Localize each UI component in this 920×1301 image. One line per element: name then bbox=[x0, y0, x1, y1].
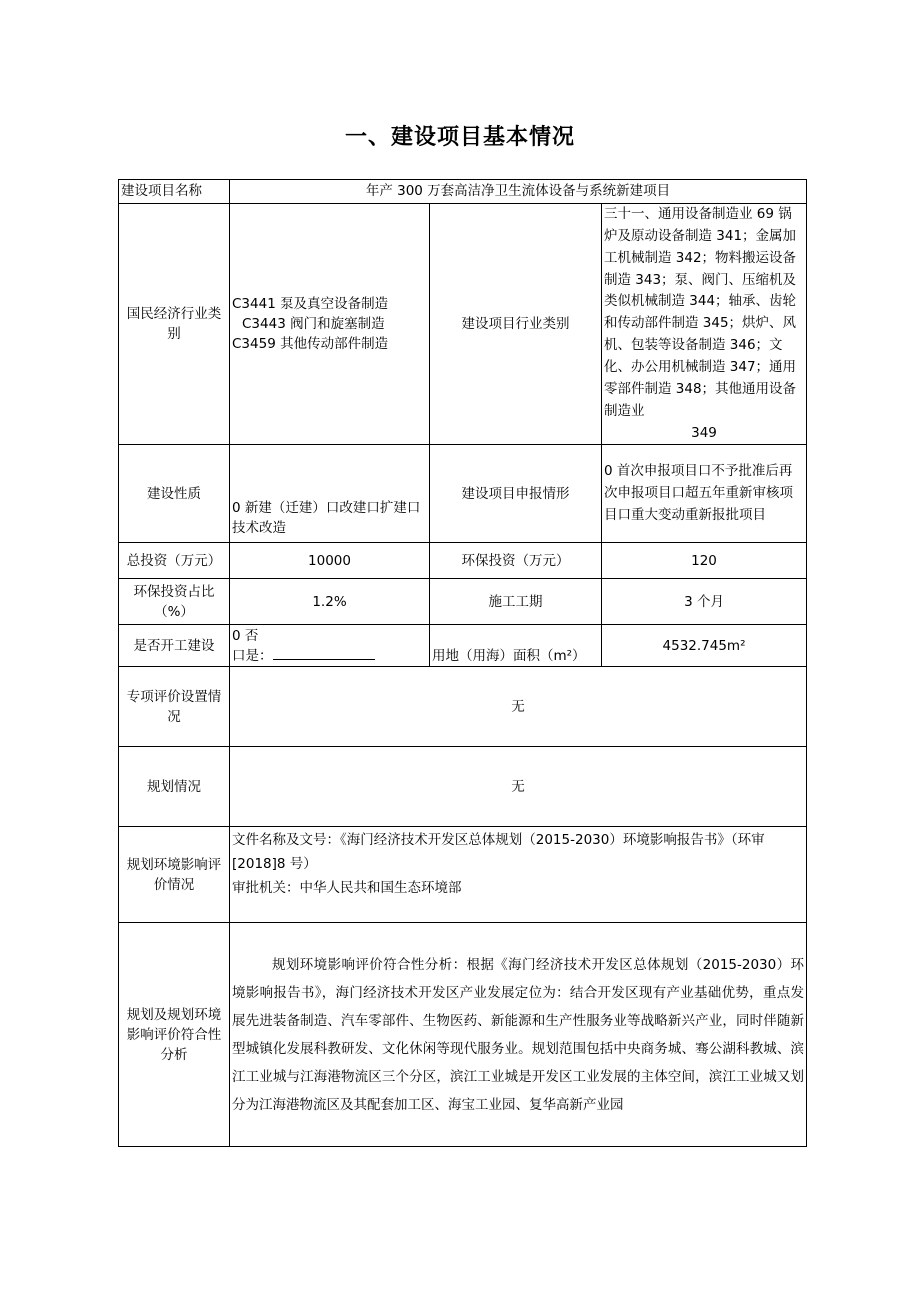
env-investment-label: 环保投资（万元） bbox=[430, 543, 602, 579]
industry-code-2: C3443 阀门和旋塞制造 bbox=[242, 316, 385, 333]
industry-category-label: 建设项目行业类别 bbox=[430, 204, 602, 445]
row-planning bbox=[119, 747, 807, 827]
special-eval-value: 无 bbox=[230, 667, 807, 747]
project-name-label: 建设项目名称 bbox=[119, 180, 230, 204]
row-plan-eia bbox=[119, 827, 807, 923]
declare-value: 0 首次申报项目口不予批准后再次申报项目口超五年重新审核项目口重大变动重新报批项目 bbox=[602, 445, 807, 543]
period-value: 3 个月 bbox=[602, 579, 807, 625]
industry-label: 国民经济行业类别 bbox=[119, 204, 230, 445]
industry-category-last: 349 bbox=[691, 424, 717, 441]
area-label: 用地（用海）面积（m²） bbox=[430, 625, 602, 667]
plan-eia-doc: 文件名称及文号：《海门经济技术开发区总体规划（2015-2030）环境影响报告书》（环审[2018]8 号） bbox=[232, 832, 765, 873]
industry-category-value bbox=[602, 204, 807, 445]
plan-eia-label: 规划环境影响评价情况 bbox=[119, 827, 230, 923]
row-project-name bbox=[119, 180, 807, 204]
industry-category-text: 三十一、通用设备制造业 69 锅炉及原动设备制造 341；金属加工机械制造 342；物料搬运设备制造 343；泵、阀门、压缩机及类似机械制造 344；轴承、齿轮和传动部件制造 345；烘炉、风机、包装等设备制造 346；文化、办公用机械制造 347；通用零部件制造 348；其他通用设备制造业 bbox=[604, 206, 797, 419]
row-nature bbox=[119, 445, 807, 543]
project-name-value: 年产 300 万套高洁净卫生流体设备与系统新建项目 bbox=[230, 180, 807, 204]
compliance-label: 规划及规划环境影响评价符合性分析 bbox=[119, 923, 230, 1147]
area-value: 4532.745m² bbox=[602, 625, 807, 667]
row-special-eval bbox=[119, 667, 807, 747]
row-investment bbox=[119, 543, 807, 579]
industry-code-1: C3441 泵及真空设备制造 bbox=[232, 295, 389, 312]
row-industry bbox=[119, 204, 807, 445]
nature-value: 0 新建（迁建）口改建口扩建口技术改造 bbox=[230, 445, 430, 543]
plan-eia-value bbox=[230, 827, 807, 923]
row-compliance bbox=[119, 923, 807, 1147]
page-title: 一、建设项目基本情况 bbox=[344, 125, 575, 150]
env-ratio-value: 1.2% bbox=[230, 579, 430, 625]
industry-codes bbox=[230, 204, 430, 445]
env-investment-value: 120 bbox=[602, 543, 807, 579]
compliance-text: 规划环境影响评价符合性分析：根据《海门经济技术开发区总体规划（2015-2030）环境影响报告书》，海门经济技术开发区产业发展定位为：结合开发区现有产业基础优势，重点发展先进装备制造、汽车零部件、生物医药、新能源和生产性服务业等战略新兴产业，同时伴随新型城镇化发展科教研发、文化休闲等现代服务业。规划范围包括中央商务城、骞公湖科教城、滨江工业城与江海港物流区三个分区，滨江工业城是开发区工业发展的主体空间，滨江工业城又划分为江海港物流区及其配套加工区、海宝工业园、复华高新产业园 bbox=[232, 956, 805, 1113]
total-investment-label: 总投资（万元） bbox=[119, 543, 230, 579]
started-blank-line bbox=[273, 646, 375, 660]
project-info-table bbox=[118, 179, 807, 1147]
row-started bbox=[119, 625, 807, 667]
plan-eia-authority: 审批机关：中华人民共和国生态环境部 bbox=[232, 879, 462, 896]
started-option-yes-text: 口是： bbox=[232, 647, 273, 664]
declare-label: 建设项目申报情形 bbox=[430, 445, 602, 543]
planning-value: 无 bbox=[230, 747, 807, 827]
started-option-yes bbox=[232, 646, 427, 666]
started-options bbox=[230, 625, 430, 667]
started-option-no: 0 否 bbox=[232, 627, 259, 644]
nature-label: 建设性质 bbox=[119, 445, 230, 543]
started-label: 是否开工建设 bbox=[119, 625, 230, 667]
total-investment-value: 10000 bbox=[230, 543, 430, 579]
special-eval-label: 专项评价设置情况 bbox=[119, 667, 230, 747]
compliance-value bbox=[230, 923, 807, 1147]
env-ratio-label: 环保投资占比（%） bbox=[119, 579, 230, 625]
period-label: 施工工期 bbox=[430, 579, 602, 625]
industry-code-3: C3459 其他传动部件制造 bbox=[232, 336, 389, 353]
planning-label: 规划情况 bbox=[119, 747, 230, 827]
row-ratio bbox=[119, 579, 807, 625]
